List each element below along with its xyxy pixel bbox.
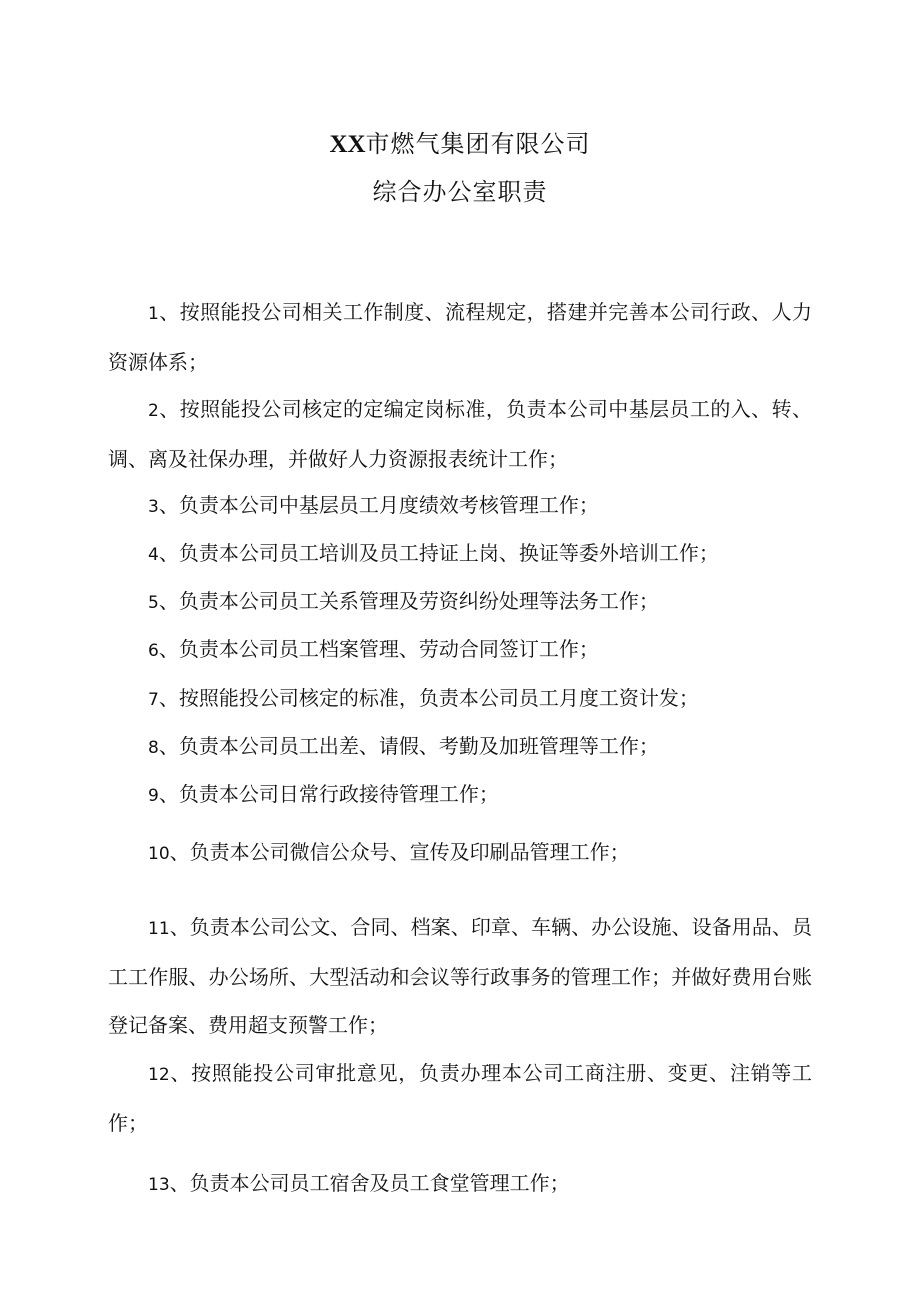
duty-item-11 bbox=[108, 903, 812, 1049]
duty-number: 6 bbox=[148, 641, 159, 661]
duty-number: 13 bbox=[148, 1175, 170, 1195]
duty-number: 5 bbox=[148, 593, 159, 613]
duty-item-12 bbox=[108, 1049, 812, 1147]
duty-number: 9 bbox=[148, 786, 159, 806]
duty-text: 、按照能投公司审批意见，负责办理本公司工商注册、变更、注销等工作； bbox=[108, 1061, 812, 1135]
duty-text: 、负责本公司中基层员工月度绩效考核管理工作； bbox=[158, 493, 599, 517]
duty-number: 11 bbox=[148, 919, 170, 939]
duty-item-9 bbox=[108, 770, 812, 820]
duty-item-7 bbox=[108, 674, 812, 724]
duty-item-8 bbox=[108, 722, 812, 772]
duty-text: 、按照能投公司核定的定编定岗标准，负责本公司中基层员工的入、转、调、离及社保办理，并做好人力资源报表统计工作； bbox=[108, 397, 812, 471]
duty-text: 、负责本公司员工培训及员工持证上岗、换证等委外培训工作； bbox=[158, 541, 719, 565]
duty-item-6 bbox=[108, 625, 812, 675]
duty-text: 、负责本公司员工档案管理、劳动合同签订工作； bbox=[158, 637, 599, 661]
document-title bbox=[0, 128, 920, 161]
duty-number: 3 bbox=[148, 497, 159, 517]
duty-item-1 bbox=[108, 288, 812, 386]
title-company-name: 市燃气集团有限公司 bbox=[365, 130, 591, 158]
duty-item-4 bbox=[108, 529, 812, 579]
duty-number: 7 bbox=[148, 690, 159, 710]
duty-number: 8 bbox=[148, 738, 159, 758]
duty-text: 、按照能投公司核定的标准，负责本公司员工月度工资计发； bbox=[158, 686, 699, 710]
duty-text: 、负责本公司员工出差、请假、考勤及加班管理等工作； bbox=[158, 734, 659, 758]
duty-item-13 bbox=[108, 1159, 812, 1209]
duty-text: 、负责本公司日常行政接待管理工作； bbox=[158, 782, 499, 806]
duty-number: 2 bbox=[148, 401, 159, 421]
duty-number: 12 bbox=[148, 1065, 170, 1085]
duty-item-2 bbox=[108, 385, 812, 483]
duty-text: 、按照能投公司相关工作制度、流程规定，搭建并完善本公司行政、人力资源体系； bbox=[108, 300, 812, 374]
duty-text: 、负责本公司公文、合同、档案、印章、车辆、办公设施、设备用品、员工工作服、办公场所、大型活动和会议等行政事务的管理工作；并做好费用台账登记备案、费用超支预警工作； bbox=[108, 915, 812, 1037]
duty-item-10 bbox=[108, 828, 812, 878]
duty-text: 、负责本公司员工关系管理及劳资纠纷处理等法务工作； bbox=[158, 589, 659, 613]
duty-text: 、负责本公司员工宿舍及员工食堂管理工作； bbox=[169, 1171, 570, 1195]
duty-number: 1 bbox=[148, 304, 159, 324]
duty-text: 、负责本公司微信公众号、宣传及印刷品管理工作； bbox=[169, 840, 630, 864]
duty-number: 4 bbox=[148, 545, 159, 565]
document-subtitle: 综合办公室职责 bbox=[372, 178, 548, 206]
duty-item-3 bbox=[108, 481, 812, 531]
duty-item-5 bbox=[108, 577, 812, 627]
title-prefix: XX bbox=[329, 131, 366, 158]
duty-number: 10 bbox=[148, 844, 170, 864]
